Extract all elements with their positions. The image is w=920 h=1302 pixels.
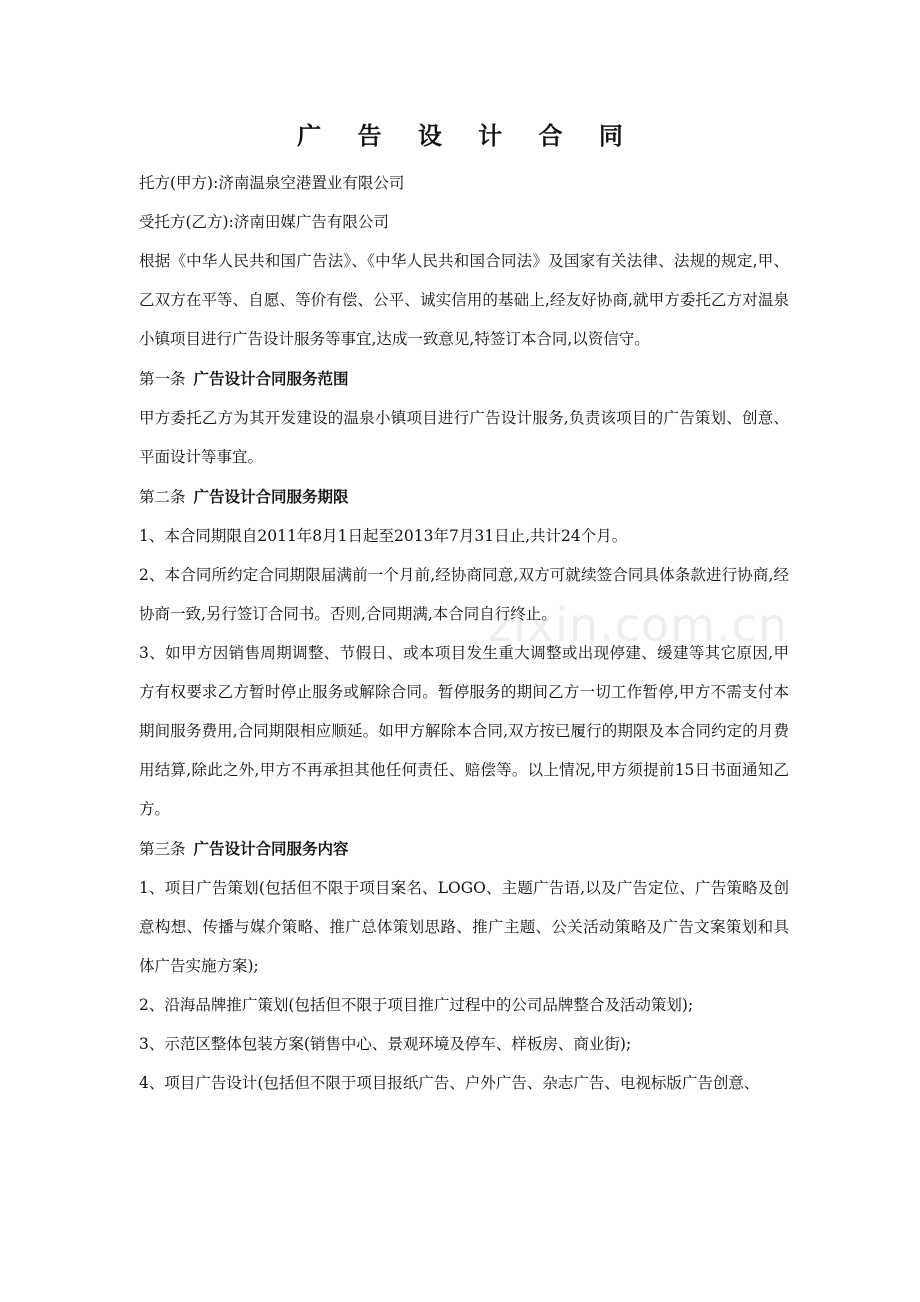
- article-title: 广告设计合同服务范围: [193, 369, 349, 388]
- article-number: 第二条: [139, 488, 186, 506]
- watermark: zixin.com.cn: [488, 598, 789, 652]
- article-paragraph: 2、沿海品牌推广策划(包括但不限于项目推广过程中的公司品牌整合及活动策划);: [139, 996, 694, 1014]
- article-number: 第一条: [139, 370, 186, 388]
- article-heading: [139, 829, 789, 869]
- article-paragraph: 1、项目广告策划(包括但不限于项目案名、LOGO、主题广告语,以及广告定位、广告策略及创意构想、传播与媒介策略、推广总体策划思路、推广主题、公关活动策略及广告文案策划和具体广告实施方案);: [139, 879, 789, 975]
- article-paragraph: 2、本合同所约定合同期限届满前一个月前,经协商同意,双方可就续签合同具体条款进行协商,经协商一致,另行签订合同书。否则,合同期满,本合同自行终止。: [139, 566, 789, 623]
- article-number: 第三条: [139, 840, 186, 858]
- article-title: 广告设计合同服务内容: [193, 839, 349, 858]
- preamble-paragraph: 根据《中华人民共和国广告法》、《中华人民共和国合同法》及国家有关法律、法规的规定,甲、乙双方在平等、自愿、等价有偿、公平、诚实信用的基础上,经友好协商,就甲方委托乙方对温泉小镇项目进行广告设计服务等事宜,达成一致意见,特签订本合同,以资信守。: [139, 252, 789, 348]
- party-b-line: 受托方(乙方):济南田媒广告有限公司: [139, 213, 389, 231]
- document-body: [139, 164, 789, 1103]
- article-paragraph: 4、项目广告设计(包括但不限于项目报纸广告、户外广告、杂志广告、电视标版广告创意、: [139, 1074, 760, 1092]
- article-heading: [139, 477, 789, 517]
- article-paragraph: 甲方委托乙方为其开发建设的温泉小镇项目进行广告设计服务,负责该项目的广告策划、创意、平面设计等事宜。: [139, 409, 789, 466]
- party-a-line: 托方(甲方):济南温泉空港置业有限公司: [139, 174, 405, 192]
- article-paragraph: 3、如甲方因销售周期调整、节假日、或本项目发生重大调整或出现停建、缓建等其它原因,甲方有权要求乙方暂时停止服务或解除合同。暂停服务的期间乙方一切工作暂停,甲方不需支付本期间服务费用,合同期限相应顺延。如甲方解除本合同,双方按已履行的期限及本合同约定的月费用结算,除此之外,甲方不再承担其他任何责任、赔偿等。以上情况,甲方须提前15日书面通知乙方。: [139, 644, 789, 818]
- article-paragraph: 1、本合同期限自2011年8月1日起至2013年7月31日止,共计24个月。: [139, 527, 628, 545]
- article-title: 广告设计合同服务期限: [193, 487, 349, 506]
- document-title: 广 告 设 计 合 同: [297, 121, 637, 150]
- article-paragraph: 3、示范区整体包装方案(销售中心、景观环境及停车、样板房、商业街);: [139, 1035, 632, 1053]
- article-heading: [139, 359, 789, 399]
